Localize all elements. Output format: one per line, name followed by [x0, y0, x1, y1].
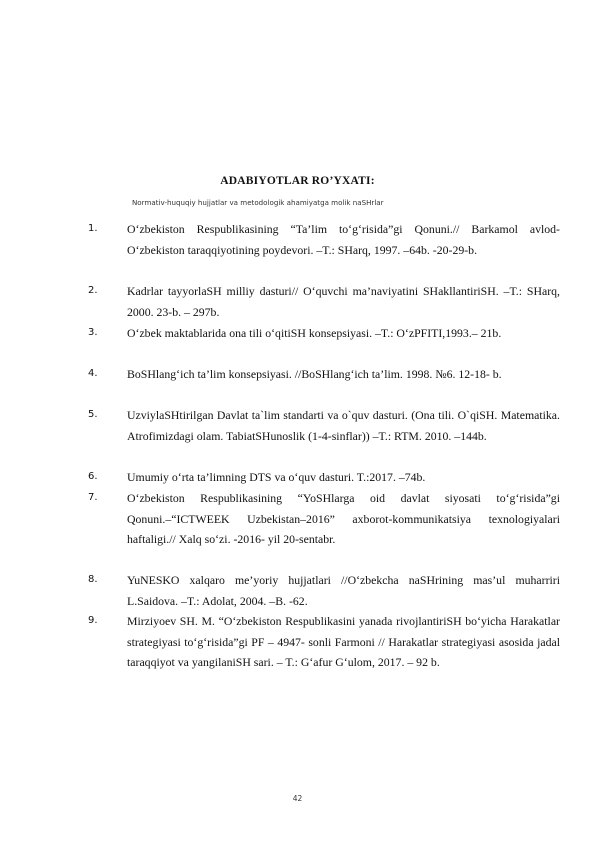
reference-number: 5. — [88, 409, 98, 420]
reference-text: O‘zbekiston Respublikasining “Ta’lim to‘g‘risida”gi Qonuni.// Barkamol avlod-O‘zbekiston taraqqiyotining poydevori. –T.: SHarq, 1997. –64b. -20-29-b. — [127, 222, 560, 257]
reference-text: O‘zbek maktablarida ona tili o‘qitiSH konsepsiyasi. –T.: O‘zPFITI,1993.– 21b. — [127, 326, 502, 340]
reference-number: 3. — [88, 327, 98, 338]
reference-number: 8. — [88, 574, 98, 585]
reference-text: UzviylaSHtirilgan Davlat ta`lim standarti va o`quv dasturi. (Ona tili. O`qiSH. Matematika. Atrofimizdagi olam. TabiatSHunoslik (1-4-sinflar)) –T.: RTM. 2010. –144b. — [127, 408, 560, 443]
reference-item — [88, 364, 560, 385]
reference-text: Kadrlar tayyorlaSH milliy dasturi// O‘quvchi ma’naviyatini SHakllantiriSH. –T.: SHarq, 2000. 23-b. – 297b. — [127, 284, 560, 319]
reference-number: 7. — [88, 492, 98, 503]
reference-text: Mirziyoev SH. M. “O‘zbekiston Respublikasini yanada rivojlantiriSH bo‘yicha Harakatlar strategiyasi to‘g‘risida”gi PF – 4947- sonli Farmoni // Harakatlar strategiyasi asosida jadal taraqqiyot va yangilaniSH sari. – T.: G‘afur G‘ulom, 2017. – 92 b. — [127, 614, 560, 670]
reference-item — [88, 570, 560, 611]
reference-text: YuNESKO xalqaro me’yoriy hujjatlari //O‘zbekcha naSHrining mas’ul muharriri L.Saidova. –T.: Adolat, 2004. –B. -62. — [127, 573, 560, 608]
reference-item — [88, 405, 560, 446]
reference-text: O‘zbekiston Respublikasining “YoSHlarga oid davlat siyosati to‘g‘risida”gi Qonuni.–“ICTWEEK Uzbekistan–2016” axborot-kommunikatsiya texnologiyalari haftaligi.// Xalq so‘zi. -2016- yil 20-sentabr. — [127, 491, 560, 547]
reference-number: 4. — [88, 368, 98, 379]
reference-text: BoSHlang‘ich ta’lim konsepsiyasi. //BoSHlang‘ich ta’lim. 1998. №6. 12-18- b. — [127, 367, 502, 381]
reference-item — [88, 323, 560, 344]
reference-item — [88, 488, 560, 550]
reference-number: 2. — [88, 285, 98, 296]
reference-number: 1. — [88, 223, 98, 234]
reference-item — [88, 281, 560, 322]
reference-item — [88, 611, 560, 673]
page-number: 42 — [292, 794, 303, 803]
page-title: ADABIYOTLAR RO’YXATI: — [220, 175, 375, 187]
reference-number: 6. — [88, 471, 98, 482]
section-subtitle: Normativ-huquqiy hujjatlar va metodologik ahamiyatga molik naSHrlar — [132, 198, 384, 207]
reference-item — [88, 219, 560, 260]
reference-item — [88, 467, 560, 488]
reference-text: Umumiy o‘rta ta’limning DTS va o‘quv dasturi. T.:2017. –74b. — [127, 470, 426, 484]
reference-number: 9. — [88, 615, 98, 626]
